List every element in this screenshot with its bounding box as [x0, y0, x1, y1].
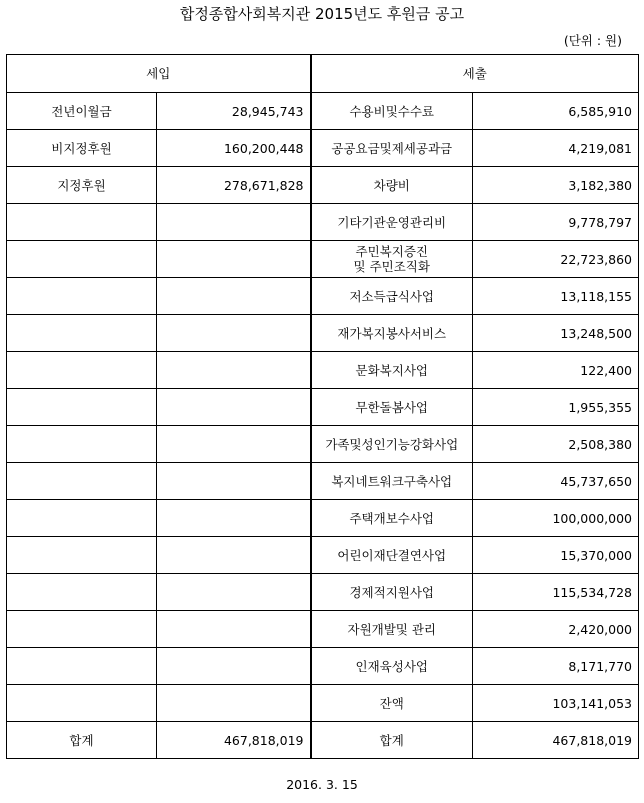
income-label: 비지정후원 [7, 130, 157, 167]
income-label-empty [7, 648, 157, 685]
expense-label: 주택개보수사업 [311, 500, 473, 537]
income-amount-empty [157, 574, 311, 611]
income-amount-empty [157, 426, 311, 463]
income-label-empty [7, 389, 157, 426]
income-label-empty [7, 537, 157, 574]
expense-amount: 122,400 [473, 352, 639, 389]
table-row [7, 130, 639, 167]
income-amount-empty [157, 352, 311, 389]
expense-label: 문화복지사업 [311, 352, 473, 389]
income-amount-empty [157, 537, 311, 574]
income-label-empty [7, 315, 157, 352]
table-header-row [7, 55, 639, 93]
expense-label: 공공요금및제세공과금 [311, 130, 473, 167]
expense-amount: 3,182,380 [473, 167, 639, 204]
table-row [7, 611, 639, 648]
income-amount-empty [157, 278, 311, 315]
income-amount-empty [157, 204, 311, 241]
table-body [7, 93, 639, 722]
expense-label: 어린이재단결연사업 [311, 537, 473, 574]
table-row [7, 537, 639, 574]
expense-total-amount: 467,818,019 [473, 722, 639, 759]
unit-note: (단위 : 원) [563, 33, 622, 48]
table-row [7, 500, 639, 537]
expense-label: 잔액 [311, 685, 473, 722]
income-label: 전년이월금 [7, 93, 157, 130]
expense-amount: 15,370,000 [473, 537, 639, 574]
donation-report-table [6, 54, 639, 759]
expense-amount: 6,585,910 [473, 93, 639, 130]
table-row [7, 241, 639, 278]
table-row [7, 315, 639, 352]
income-label-empty [7, 500, 157, 537]
table-row [7, 574, 639, 611]
expense-label: 무한돌봄사업 [311, 389, 473, 426]
expense-label: 기타기관운영관리비 [311, 204, 473, 241]
expense-label: 가족및성인기능강화사업 [311, 426, 473, 463]
income-amount-empty [157, 389, 311, 426]
table-row [7, 648, 639, 685]
expense-amount: 2,420,000 [473, 611, 639, 648]
income-amount: 28,945,743 [157, 93, 311, 130]
expense-amount: 103,141,053 [473, 685, 639, 722]
expense-label-line2: 및 주민조직화 [353, 259, 430, 274]
document-date: 2016. 3. 15 [286, 777, 358, 792]
income-amount: 278,671,828 [157, 167, 311, 204]
expense-label: 차량비 [311, 167, 473, 204]
table-row [7, 204, 639, 241]
income-amount-empty [157, 500, 311, 537]
expense-label [311, 241, 473, 278]
expense-amount: 22,723,860 [473, 241, 639, 278]
total-row [7, 722, 639, 759]
expense-amount: 13,118,155 [473, 278, 639, 315]
income-label-empty [7, 278, 157, 315]
table-row [7, 167, 639, 204]
table-row [7, 685, 639, 722]
expense-label: 재가복지봉사서비스 [311, 315, 473, 352]
expense-amount: 9,778,797 [473, 204, 639, 241]
expense-amount: 13,248,500 [473, 315, 639, 352]
income-label-empty [7, 685, 157, 722]
income-amount-empty [157, 648, 311, 685]
table-row [7, 278, 639, 315]
income-label-empty [7, 426, 157, 463]
document-title: 합정종합사회복지관 2015년도 후원금 공고 [179, 5, 465, 23]
income-header: 세입 [7, 55, 311, 93]
income-label-empty [7, 352, 157, 389]
income-label: 지정후원 [7, 167, 157, 204]
expense-amount: 1,955,355 [473, 389, 639, 426]
expense-label: 저소득급식사업 [311, 278, 473, 315]
table-row [7, 389, 639, 426]
income-amount-empty [157, 611, 311, 648]
table-row [7, 426, 639, 463]
expense-header: 세출 [311, 55, 639, 93]
expense-amount: 8,171,770 [473, 648, 639, 685]
income-label-empty [7, 241, 157, 278]
income-label-empty [7, 611, 157, 648]
table-row [7, 463, 639, 500]
income-amount: 160,200,448 [157, 130, 311, 167]
expense-amount: 115,534,728 [473, 574, 639, 611]
expense-amount: 100,000,000 [473, 500, 639, 537]
income-total-label: 합계 [7, 722, 157, 759]
income-amount-empty [157, 463, 311, 500]
table-row [7, 352, 639, 389]
income-label-empty [7, 204, 157, 241]
expense-total-label: 합계 [311, 722, 473, 759]
income-total-amount: 467,818,019 [157, 722, 311, 759]
income-amount-empty [157, 241, 311, 278]
expense-label: 수용비및수수료 [311, 93, 473, 130]
income-amount-empty [157, 685, 311, 722]
expense-label: 경제적지원사업 [311, 574, 473, 611]
expense-label: 복지네트워크구축사업 [311, 463, 473, 500]
expense-amount: 4,219,081 [473, 130, 639, 167]
expense-label: 자원개발및 관리 [311, 611, 473, 648]
expense-label: 인재육성사업 [311, 648, 473, 685]
income-amount-empty [157, 315, 311, 352]
income-label-empty [7, 463, 157, 500]
expense-label-line1: 주민복지증진 [355, 244, 428, 259]
expense-amount: 2,508,380 [473, 426, 639, 463]
income-label-empty [7, 574, 157, 611]
expense-amount: 45,737,650 [473, 463, 639, 500]
table-row [7, 93, 639, 130]
